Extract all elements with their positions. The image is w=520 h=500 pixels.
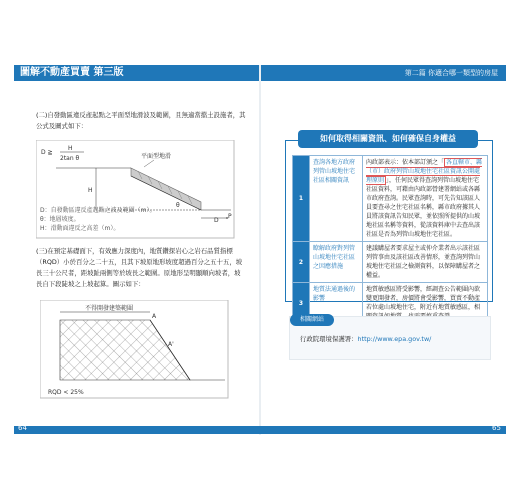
- height-label: H: [88, 187, 93, 194]
- planar-landslide-label: 平面型地滑: [141, 153, 172, 160]
- no-build-zone-label: 不得開發建築範圍: [85, 305, 134, 312]
- row-number: 2: [293, 242, 310, 283]
- legend-h: H：滑動面違反之高差（m）。: [40, 225, 120, 232]
- row-topic: 地質法通過後的影響: [310, 283, 363, 324]
- row-description: 地質敏感區將受影響，經調查公告範圍內欲變更開發者，房價將會受影響，買賣不動產若位處山坡地住宅，附近有地質敏感區，相: [363, 283, 488, 324]
- page-spine: [259, 65, 261, 435]
- legend-d: D：自發動區違反產起點之波及範圍（m）。: [40, 207, 156, 214]
- point-a-prime-label: A': [168, 341, 174, 348]
- d-label: D: [214, 217, 219, 224]
- row-description: 建議購屋者要求屋主或仲介業者出示該社區列管事由及該社區改善情形，並查詢列管山坡地住宅社區之檢測資料，以保障購屋者之權益。: [363, 242, 488, 283]
- row-number: 1: [293, 156, 310, 242]
- legend-theta: θ：地層坡度。: [40, 216, 80, 223]
- paragraph-item-2: (二)自發動區違反產起點之平面型地滑波及範圍，且無適當擋土設施者，其公式及圖式如下：: [36, 111, 246, 130]
- row-description: 內政部表示：依本部訂頒之「 各直轄市、縣（市）政府列管山坡地住宅社區資訊公開處理原則 」，任何民眾得查詢列管山坡地住宅社區資料，可藉由內政部營建署網站或各縣市政府查詢。民眾查詢時，可先告知該區人員要查尋之住宅社區名稱，縣市政府據其人員將該資訊告知民眾，並依照所提供的山坡地社區名稱等資料，從該資料庫中去查出該社區是否為列管山坡地住宅社區。: [363, 156, 488, 242]
- page-number-left: 64: [18, 424, 27, 432]
- footer-bar: [14, 426, 506, 434]
- row-number: 3: [293, 283, 310, 324]
- row-topic: 瞭解政府對列管山坡地住宅社區之因應措施: [310, 242, 363, 283]
- rqd-label: RQD < 25%: [48, 389, 84, 396]
- table-row: [293, 242, 488, 283]
- page-number-right: 65: [492, 424, 501, 432]
- related-sites-label: 相關網站: [290, 314, 334, 326]
- diagram-legend: [40, 206, 240, 233]
- formula-numerator: H: [68, 145, 73, 152]
- point-a-label: A: [152, 313, 157, 320]
- theta-label: θ: [176, 202, 180, 209]
- card-title: 如何取得相關資訊、如何確保自身權益: [298, 130, 478, 148]
- paragraph-item-3: (三)在預定基礎面下，有效應力深度內，地質鑽探岩心之岩石品質指標（RQD）小於百分之二十五，且其下坡原地形坡度超過百分之五十五，坡長三十公尺者，距坡趾兩側等於坡長之範圍。原地形呈明顯順向坡者，坡長自下段陡坡之上坡起算。圖示如下：: [36, 247, 243, 288]
- chapter-header: 第二篇 你適合哪一類型的房屋: [260, 65, 506, 81]
- p-label: P: [228, 213, 232, 220]
- highlighted-regulation-link[interactable]: 各直轄市、縣（市）政府列管山坡地住宅社區資訊公開處理原則: [366, 159, 483, 184]
- table-row: [293, 156, 488, 242]
- related-site-entry: [300, 334, 490, 345]
- info-table: [292, 155, 488, 324]
- formula-denominator: 2tan θ: [60, 155, 80, 162]
- book-title-header: 圖解不動產買賣 第三版: [14, 65, 260, 81]
- row-topic: 查詢各地方政府列管山坡地住宅社區相關資訊: [310, 156, 363, 242]
- site-name: 行政院環境保護署：: [300, 335, 358, 343]
- rqd-slope-diagram: [40, 300, 230, 400]
- formula-d: D ≧: [41, 149, 53, 156]
- site-url-link[interactable]: http://www.epa.gov.tw/: [357, 335, 432, 343]
